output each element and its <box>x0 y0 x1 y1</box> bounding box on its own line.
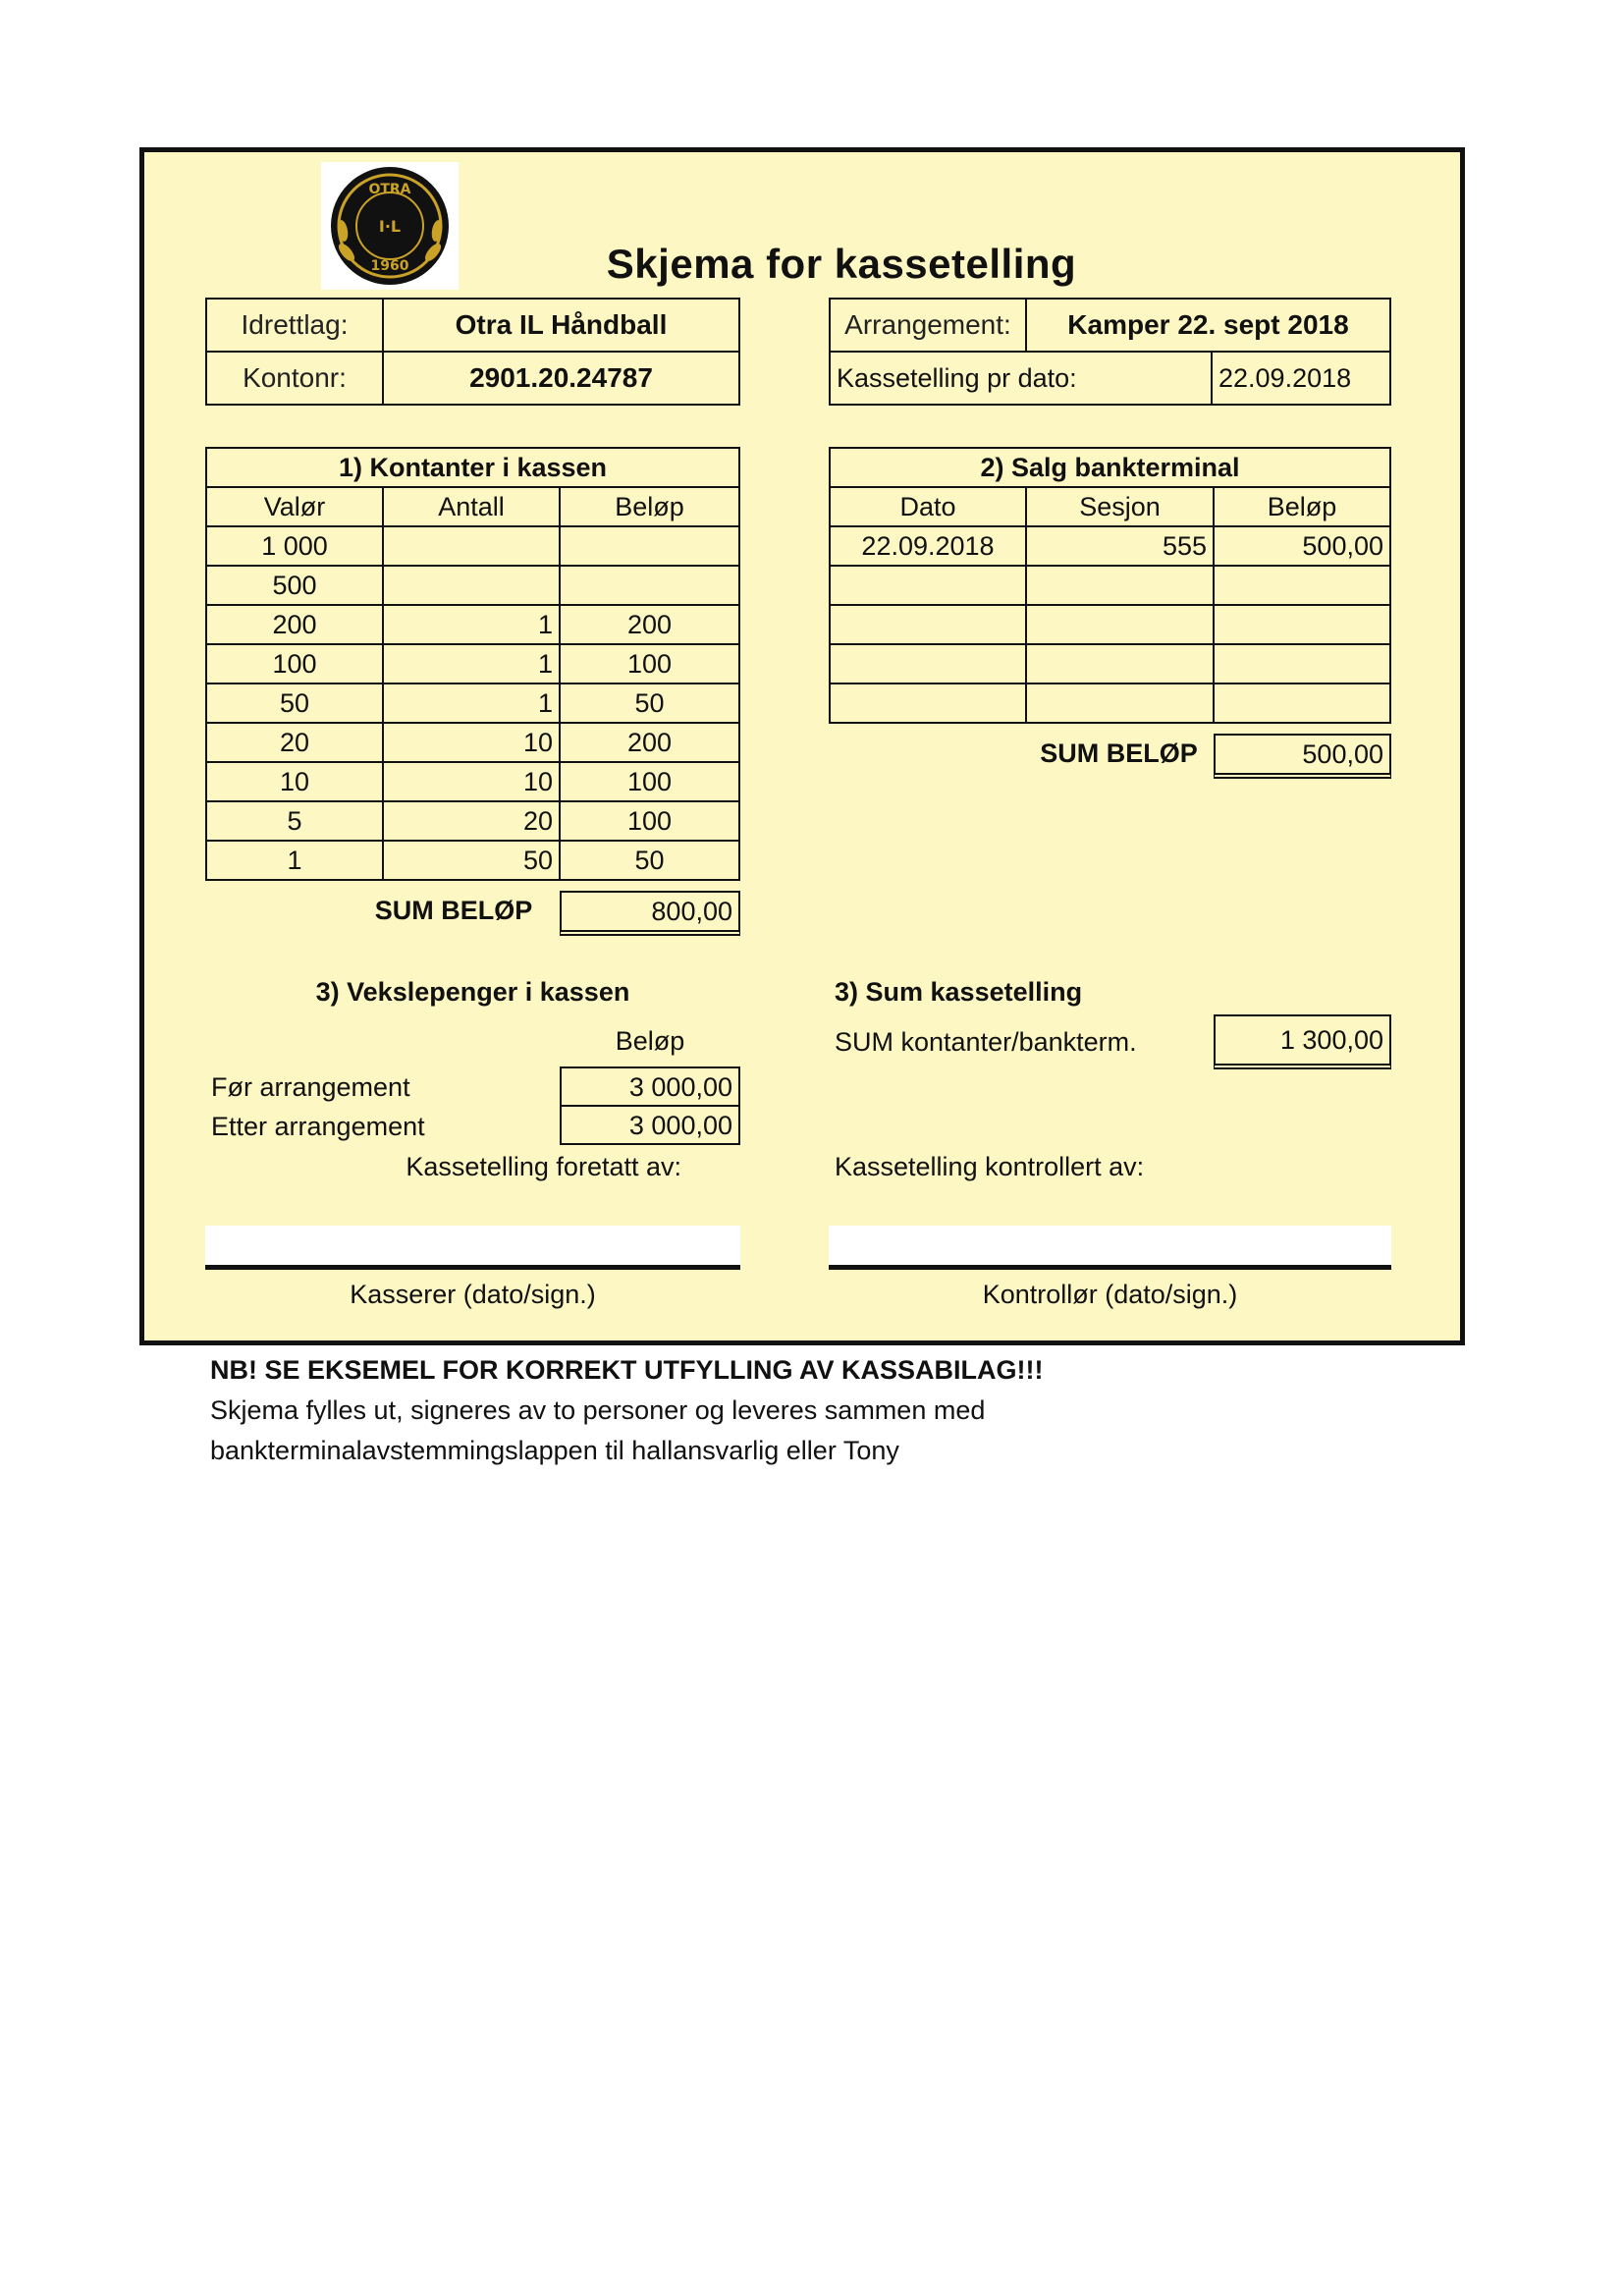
column-header: Dato <box>830 487 1026 526</box>
table-row <box>206 801 739 841</box>
logo-text-bottom: 1960 <box>370 258 409 274</box>
antall-cell[interactable]: 1 <box>383 644 560 683</box>
table-row <box>830 605 1390 644</box>
sesjon-cell[interactable] <box>1026 683 1214 723</box>
notes-warning: NB! SE EKSEMEL FOR KORREKT UTFYLLING AV KASSABILAG!!! <box>210 1355 1044 1385</box>
belop-cell[interactable]: 100 <box>560 644 739 683</box>
notes-line: bankterminalavstemmingslappen til hallansvarlig eller Tony <box>210 1436 899 1465</box>
kontanter-caption: 1) Kontanter i kassen <box>206 448 739 487</box>
veksel-belop-label: Beløp <box>615 1026 685 1056</box>
antall-cell[interactable] <box>383 526 560 566</box>
etter-arrangement-value[interactable]: 3 000,00 <box>560 1105 740 1145</box>
dato-cell[interactable] <box>830 644 1026 683</box>
antall-cell[interactable]: 1 <box>383 605 560 644</box>
header-event-table <box>829 298 1391 406</box>
for-arrangement-label: Før arrangement <box>211 1072 410 1102</box>
belop-cell[interactable] <box>1214 644 1390 683</box>
bankterminal-caption: 2) Salg bankterminal <box>830 448 1390 487</box>
kasserer-signature-field[interactable] <box>205 1226 740 1270</box>
table-row <box>206 605 739 644</box>
belop-cell[interactable] <box>1214 683 1390 723</box>
table-row <box>830 526 1390 566</box>
belop-cell[interactable] <box>560 566 739 605</box>
valor-cell: 50 <box>206 683 383 723</box>
table-row <box>206 723 739 762</box>
sesjon-cell[interactable] <box>1026 644 1214 683</box>
veksel-caption: 3) Vekslepenger i kassen <box>315 977 630 1007</box>
dato-label: Kassetelling pr dato: <box>830 352 1212 405</box>
table-row <box>206 644 739 683</box>
table-row <box>206 683 739 723</box>
column-header: Sesjon <box>1026 487 1214 526</box>
kontanter-sum-value[interactable]: 800,00 <box>560 891 740 936</box>
belop-cell[interactable] <box>1214 605 1390 644</box>
kasserer-label: Kasserer (dato/sign.) <box>350 1280 596 1309</box>
table-row <box>206 526 739 566</box>
table-row <box>206 762 739 801</box>
sesjon-cell[interactable] <box>1026 566 1214 605</box>
sum-kassetelling-value[interactable]: 1 300,00 <box>1214 1014 1391 1069</box>
antall-cell[interactable]: 50 <box>383 841 560 880</box>
dato-cell[interactable]: 22.09.2018 <box>830 526 1026 566</box>
belop-cell[interactable]: 50 <box>560 683 739 723</box>
etter-arrangement-label: Etter arrangement <box>211 1112 425 1141</box>
valor-cell: 1 000 <box>206 526 383 566</box>
bankterminal-sum-label: SUM BELØP <box>1040 738 1198 768</box>
form-title: Skjema for kassetelling <box>606 241 1077 287</box>
antall-cell[interactable] <box>383 566 560 605</box>
belop-cell[interactable]: 100 <box>560 801 739 841</box>
belop-cell[interactable] <box>1214 566 1390 605</box>
belop-cell[interactable] <box>560 526 739 566</box>
foretatt-label: Kassetelling foretatt av: <box>406 1152 681 1181</box>
logo-text-top: OTRA <box>368 182 411 197</box>
valor-cell: 500 <box>206 566 383 605</box>
belop-cell[interactable]: 500,00 <box>1214 526 1390 566</box>
belop-cell[interactable]: 200 <box>560 723 739 762</box>
belop-cell[interactable]: 100 <box>560 762 739 801</box>
kontonr-value[interactable]: 2901.20.24787 <box>383 352 739 405</box>
antall-cell[interactable]: 10 <box>383 762 560 801</box>
kontanter-table <box>205 447 740 881</box>
belop-cell[interactable]: 50 <box>560 841 739 880</box>
kontrollert-label: Kassetelling kontrollert av: <box>835 1152 1145 1181</box>
notes-line: Skjema fylles ut, signeres av to personer og leveres sammen med <box>210 1395 986 1425</box>
sum-kassetelling-label: SUM kontanter/bankterm. <box>835 1027 1137 1057</box>
bankterminal-table <box>829 447 1391 724</box>
sum-kassetelling-caption: 3) Sum kassetelling <box>835 977 1083 1007</box>
dato-cell[interactable] <box>830 605 1026 644</box>
idrettslag-label: Idrettlag: <box>206 299 383 352</box>
valor-cell: 200 <box>206 605 383 644</box>
antall-cell[interactable]: 20 <box>383 801 560 841</box>
valor-cell: 5 <box>206 801 383 841</box>
arrangement-value[interactable]: Kamper 22. sept 2018 <box>1026 299 1390 352</box>
antall-cell[interactable]: 1 <box>383 683 560 723</box>
dato-cell[interactable] <box>830 683 1026 723</box>
antall-cell[interactable]: 10 <box>383 723 560 762</box>
club-logo <box>321 162 459 290</box>
bankterminal-sum-value[interactable]: 500,00 <box>1214 734 1391 779</box>
arrangement-label: Arrangement: <box>830 299 1026 352</box>
column-header: Beløp <box>560 487 739 526</box>
kontanter-sum-label: SUM BELØP <box>374 896 533 925</box>
table-row <box>830 683 1390 723</box>
sesjon-cell[interactable] <box>1026 605 1214 644</box>
table-row <box>830 566 1390 605</box>
table-row <box>206 566 739 605</box>
valor-cell: 20 <box>206 723 383 762</box>
table-row <box>830 644 1390 683</box>
column-header: Beløp <box>1214 487 1390 526</box>
belop-cell[interactable]: 200 <box>560 605 739 644</box>
form-sheet <box>139 147 1465 1345</box>
header-club-table <box>205 298 740 406</box>
valor-cell: 1 <box>206 841 383 880</box>
dato-cell[interactable] <box>830 566 1026 605</box>
idrettslag-value[interactable]: Otra IL Håndball <box>383 299 739 352</box>
column-header: Antall <box>383 487 560 526</box>
kontrollor-label: Kontrollør (dato/sign.) <box>982 1280 1238 1309</box>
for-arrangement-value[interactable]: 3 000,00 <box>560 1066 740 1107</box>
dato-value[interactable]: 22.09.2018 <box>1212 352 1390 405</box>
kontonr-label: Kontonr: <box>206 352 383 405</box>
logo-text-mid: I·L <box>378 217 402 236</box>
column-header: Valør <box>206 487 383 526</box>
table-row <box>206 841 739 880</box>
notes <box>210 1350 1044 1471</box>
valor-cell: 10 <box>206 762 383 801</box>
valor-cell: 100 <box>206 644 383 683</box>
sesjon-cell[interactable]: 555 <box>1026 526 1214 566</box>
kontrollor-signature-field[interactable] <box>829 1226 1391 1270</box>
